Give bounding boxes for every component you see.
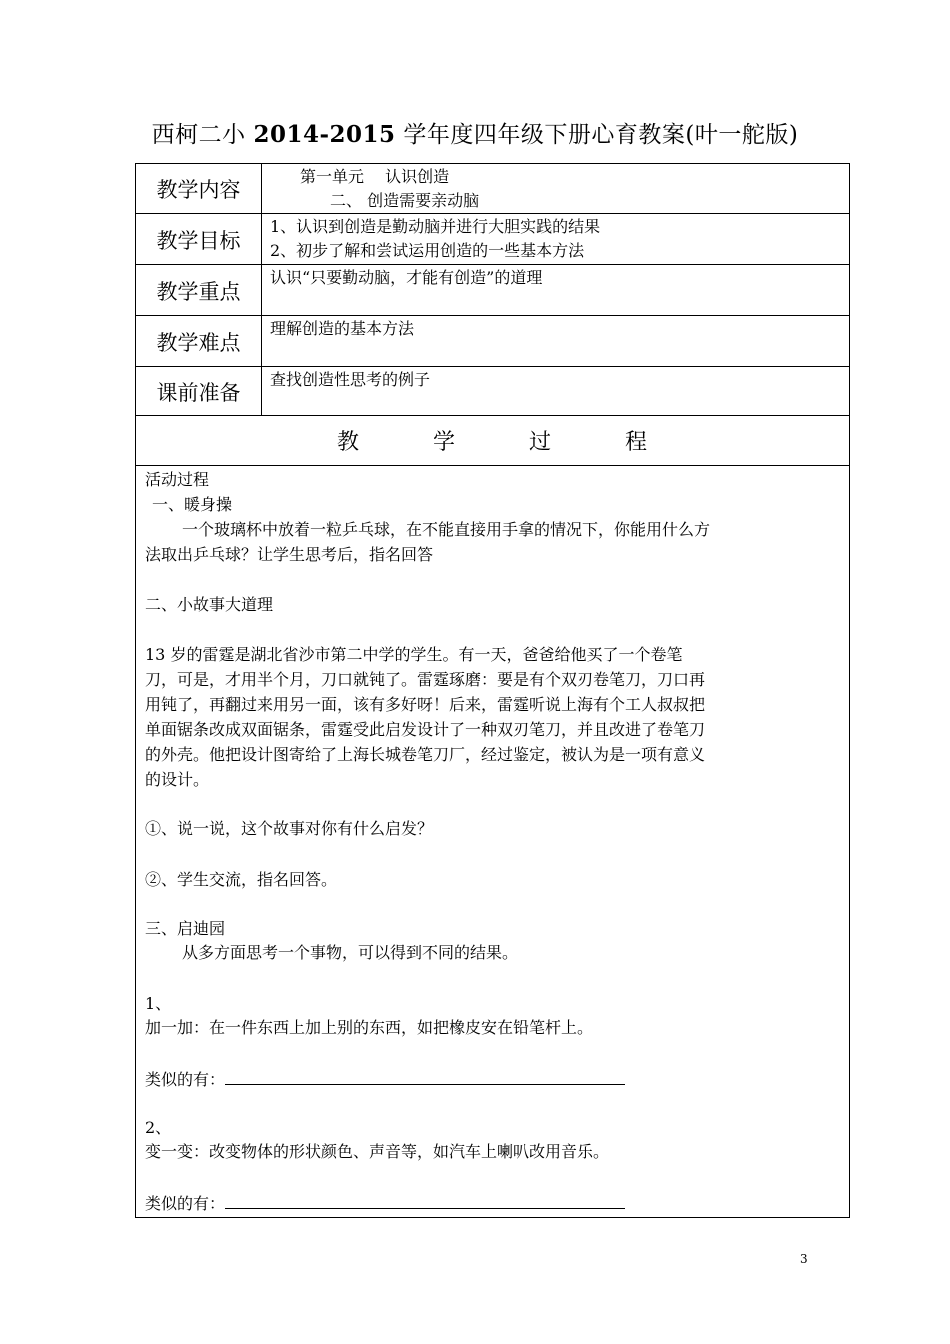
warmup-text-1: 一个玻璃杯中放着一粒乒乓球，在不能直接用手拿的情况下，你能用什么方	[182, 520, 711, 539]
column-divider	[261, 163, 262, 415]
section-story: 二、小故事大道理	[145, 595, 274, 614]
goals-line-1: 1、认识到创造是勤动脑并进行大胆实践的结果	[270, 217, 601, 236]
answer-blank-2[interactable]	[225, 1190, 625, 1209]
goals-line-2: 2、初步了解和尝试运用创造的一些基本方法	[270, 241, 585, 260]
method-number-1: 1、	[145, 994, 172, 1013]
story-line: 13 岁的雷霆是湖北省沙市第二中学的学生。有一天，爸爸给他买了一个卷笔	[145, 645, 683, 664]
inspiration-text: 从多方面思考一个事物，可以得到不同的结果。	[182, 943, 519, 962]
page-title	[0, 116, 950, 149]
similar-label: 类似的有：	[145, 1070, 226, 1089]
preparation-text: 查找创造性思考的例子	[270, 370, 431, 389]
row-label-difficulties: 教学难点	[156, 331, 241, 355]
process-char: 程	[625, 430, 648, 455]
row-label-preparation: 课前准备	[156, 381, 241, 405]
question-1: ①、说一说，这个故事对你有什么启发？	[145, 819, 434, 838]
method-1: 加一加：在一件东西上加上别的东西，如把橡皮安在铅笔杆上。	[145, 1018, 594, 1037]
story-line: 的外壳。他把设计图寄给了上海长城卷笔刀厂，经过鉴定，被认为是一项有意义	[145, 745, 706, 764]
section-inspiration: 三、启迪园	[145, 919, 226, 938]
title-school: 西柯二小	[151, 122, 254, 148]
row-divider	[135, 465, 850, 466]
process-char: 过	[529, 430, 552, 455]
section-warmup: 一、暖身操	[152, 495, 233, 514]
similar-label: 类似的有：	[145, 1194, 226, 1213]
row-label-content: 教学内容	[156, 178, 241, 202]
title-years: 2014-2015	[253, 121, 396, 148]
answer-blank-1[interactable]	[225, 1066, 625, 1085]
method-number-2: 2、	[145, 1118, 172, 1137]
key-points-text: 认识“只要勤动脑，才能有创造”的道理	[270, 268, 543, 287]
question-2: ②、学生交流，指名回答。	[145, 870, 338, 889]
story-line: 刀，可是，才用半个月，刀口就钝了。雷霆琢磨：要是有个双刃卷笔刀，刀口再	[145, 670, 706, 689]
row-divider	[135, 366, 850, 367]
page-number: 3	[800, 1252, 808, 1266]
row-label-goals: 教学目标	[156, 229, 241, 253]
story-line: 的设计。	[145, 770, 210, 789]
row-divider	[135, 264, 850, 265]
process-header	[0, 425, 950, 455]
title-rest: 学年度四年级下册心育教案(叶一舵版)	[395, 122, 799, 148]
content-line-2: 二、 创造需要亲动脑	[330, 191, 480, 210]
warmup-text-2: 法取出乒乓球？让学生思考后，指名回答	[145, 545, 434, 564]
process-char: 学	[433, 430, 456, 455]
row-divider	[135, 415, 850, 416]
row-divider	[135, 213, 850, 214]
activity-heading: 活动过程	[145, 470, 210, 489]
similar-row-1	[145, 1066, 625, 1092]
row-label-key-points: 教学重点	[156, 280, 241, 304]
row-divider	[135, 315, 850, 316]
story-line: 单面锯条改成双面锯条，雷霆受此启发设计了一种双刃笔刀，并且改进了卷笔刀	[145, 720, 706, 739]
process-char: 教	[337, 430, 360, 455]
method-2: 变一变：改变物体的形状颜色、声音等，如汽车上喇叭改用音乐。	[145, 1142, 610, 1161]
content-line-1: 第一单元 认识创造	[300, 167, 450, 186]
story-line: 用钝了，再翻过来用另一面，该有多好呀！后来，雷霆听说上海有个工人叔叔把	[145, 695, 706, 714]
difficulties-text: 理解创造的基本方法	[270, 319, 415, 338]
similar-row-2	[145, 1190, 625, 1216]
